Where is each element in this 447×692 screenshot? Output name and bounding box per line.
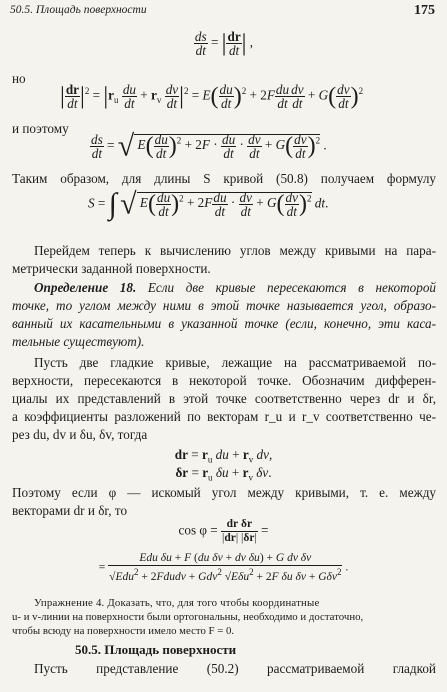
text-perejdem-2: метрически заданной поверхности. xyxy=(12,261,211,276)
exercise-4-line-2: u- и v-линии на поверхности были ортогональны, необходимо и достаточно, xyxy=(12,611,364,623)
text-pust-1: Пусть две гладкие кривые, лежащие на рассматриваемой по- xyxy=(34,355,436,370)
formula-ds-dt: $\frac{ds}{dt}$ = | $\frac{dr}{dt}$ | , xyxy=(194,29,254,58)
formula-ds-dt-sqrt: $\frac{ds}{dt}$ = √ E( $\frac{du}{dt}$ )$^2$ + 2F · $\frac{du}{dt}$ · $\frac{dv}{dt}$ + G( $\frac{dv}{dt}$ )$^2$ . xyxy=(91,129,327,163)
formula-cos-phi-expanded: = $\frac{\text{Edu δu + F (du δv + dv δu) + G dv δv}}{√Edu^2 + 2Fdudv + Gdv^2 √E\delta u^2 + 2F \delta u \delta v + G\delta v^2}$ . xyxy=(98,552,349,583)
text-pust-3: циалы их представлений в этой точке соответственно через dr и δr, xyxy=(12,391,436,406)
text-poetomu-1: Поэтому если φ — искомый угол между кривыми, т. е. между xyxy=(12,485,436,500)
formula-S-integral: S = ∫ √ E( $\frac{du}{dt}$ )$^2$ + 2F $\frac{du}{dt}$ · $\frac{dv}{dt}$ + G( $\frac{dv}{dt}$ )$^2$ dt. xyxy=(88,187,329,221)
running-title: 50.5. Площадь поверхности xyxy=(10,4,147,16)
text-pust-4: а коэффициенты разложений по векторам r_u и r_v соответственно че- xyxy=(12,409,436,424)
text-section-1: Пусть представление (50.2) рассматриваемой гладкой xyxy=(34,661,436,676)
text-perejdem-1: Перейдем теперь к вычислению углов между кривыми на пара- xyxy=(34,243,436,258)
exercise-4-line-3: чтобы всюду на поверхности имело место F = 0. xyxy=(12,625,235,637)
definition-18-line-3: ванный их касательными в указанной точке (если, конечно, эти каса- xyxy=(12,316,436,331)
section-title: 50.5. Площадь поверхности xyxy=(75,642,237,657)
running-header xyxy=(10,4,437,22)
text-poetomu-2: векторами dr и δr, то xyxy=(12,503,128,518)
formula-delta-r: $\delta r = r_u$ $\delta u + r_v$ δv. xyxy=(175,465,272,483)
text-i-poetomu: и поэтому xyxy=(12,121,69,136)
definition-18-line-1 xyxy=(12,279,436,297)
definition-18-line-4: тельные существуют). xyxy=(12,334,145,349)
text-pust-2: верхности, пересекаются в некоторой точке. Обозначим дифферен- xyxy=(12,373,436,388)
text-no: но xyxy=(12,71,26,86)
definition-18-line-2: точке, то углом между ними в этой точке называется угол, образо- xyxy=(12,298,436,313)
page-number: 175 xyxy=(414,3,435,18)
definition-text: Если две кривые пересекаются в некоторой xyxy=(147,280,437,295)
text-takim: Таким образом, для длины S кривой (50.8) получаем формулу xyxy=(12,171,436,186)
text-pust-5: рез du, dv и δu, δv, тогда xyxy=(12,427,148,442)
formula-dr: dr = $r_u$ du + $r_v$ dv, xyxy=(174,447,273,465)
definition-label: Определение 18. xyxy=(34,280,137,295)
formula-cos-phi: cos φ = $\frac{\text{dr δr}}{|dr| |\delta r|}$ = xyxy=(178,518,269,544)
exercise-4-line-1: Упражнение 4. Доказать, что, для того чтобы координатные xyxy=(34,597,320,609)
formula-dr-dt-squared: | $\frac{dr}{dt}$ $|^2 = |r_u$ $\frac{du}{dt}$ + $r_v$ $\frac{dv}{dt}$ $|^2 = E$( $\frac{du}{dt}$ )$^2$ + 2F $\frac{du}{dt}$ $\frac{dv}{dt}$ + G( $\frac{dv}{dt}$ )$^2$ xyxy=(60,81,364,111)
